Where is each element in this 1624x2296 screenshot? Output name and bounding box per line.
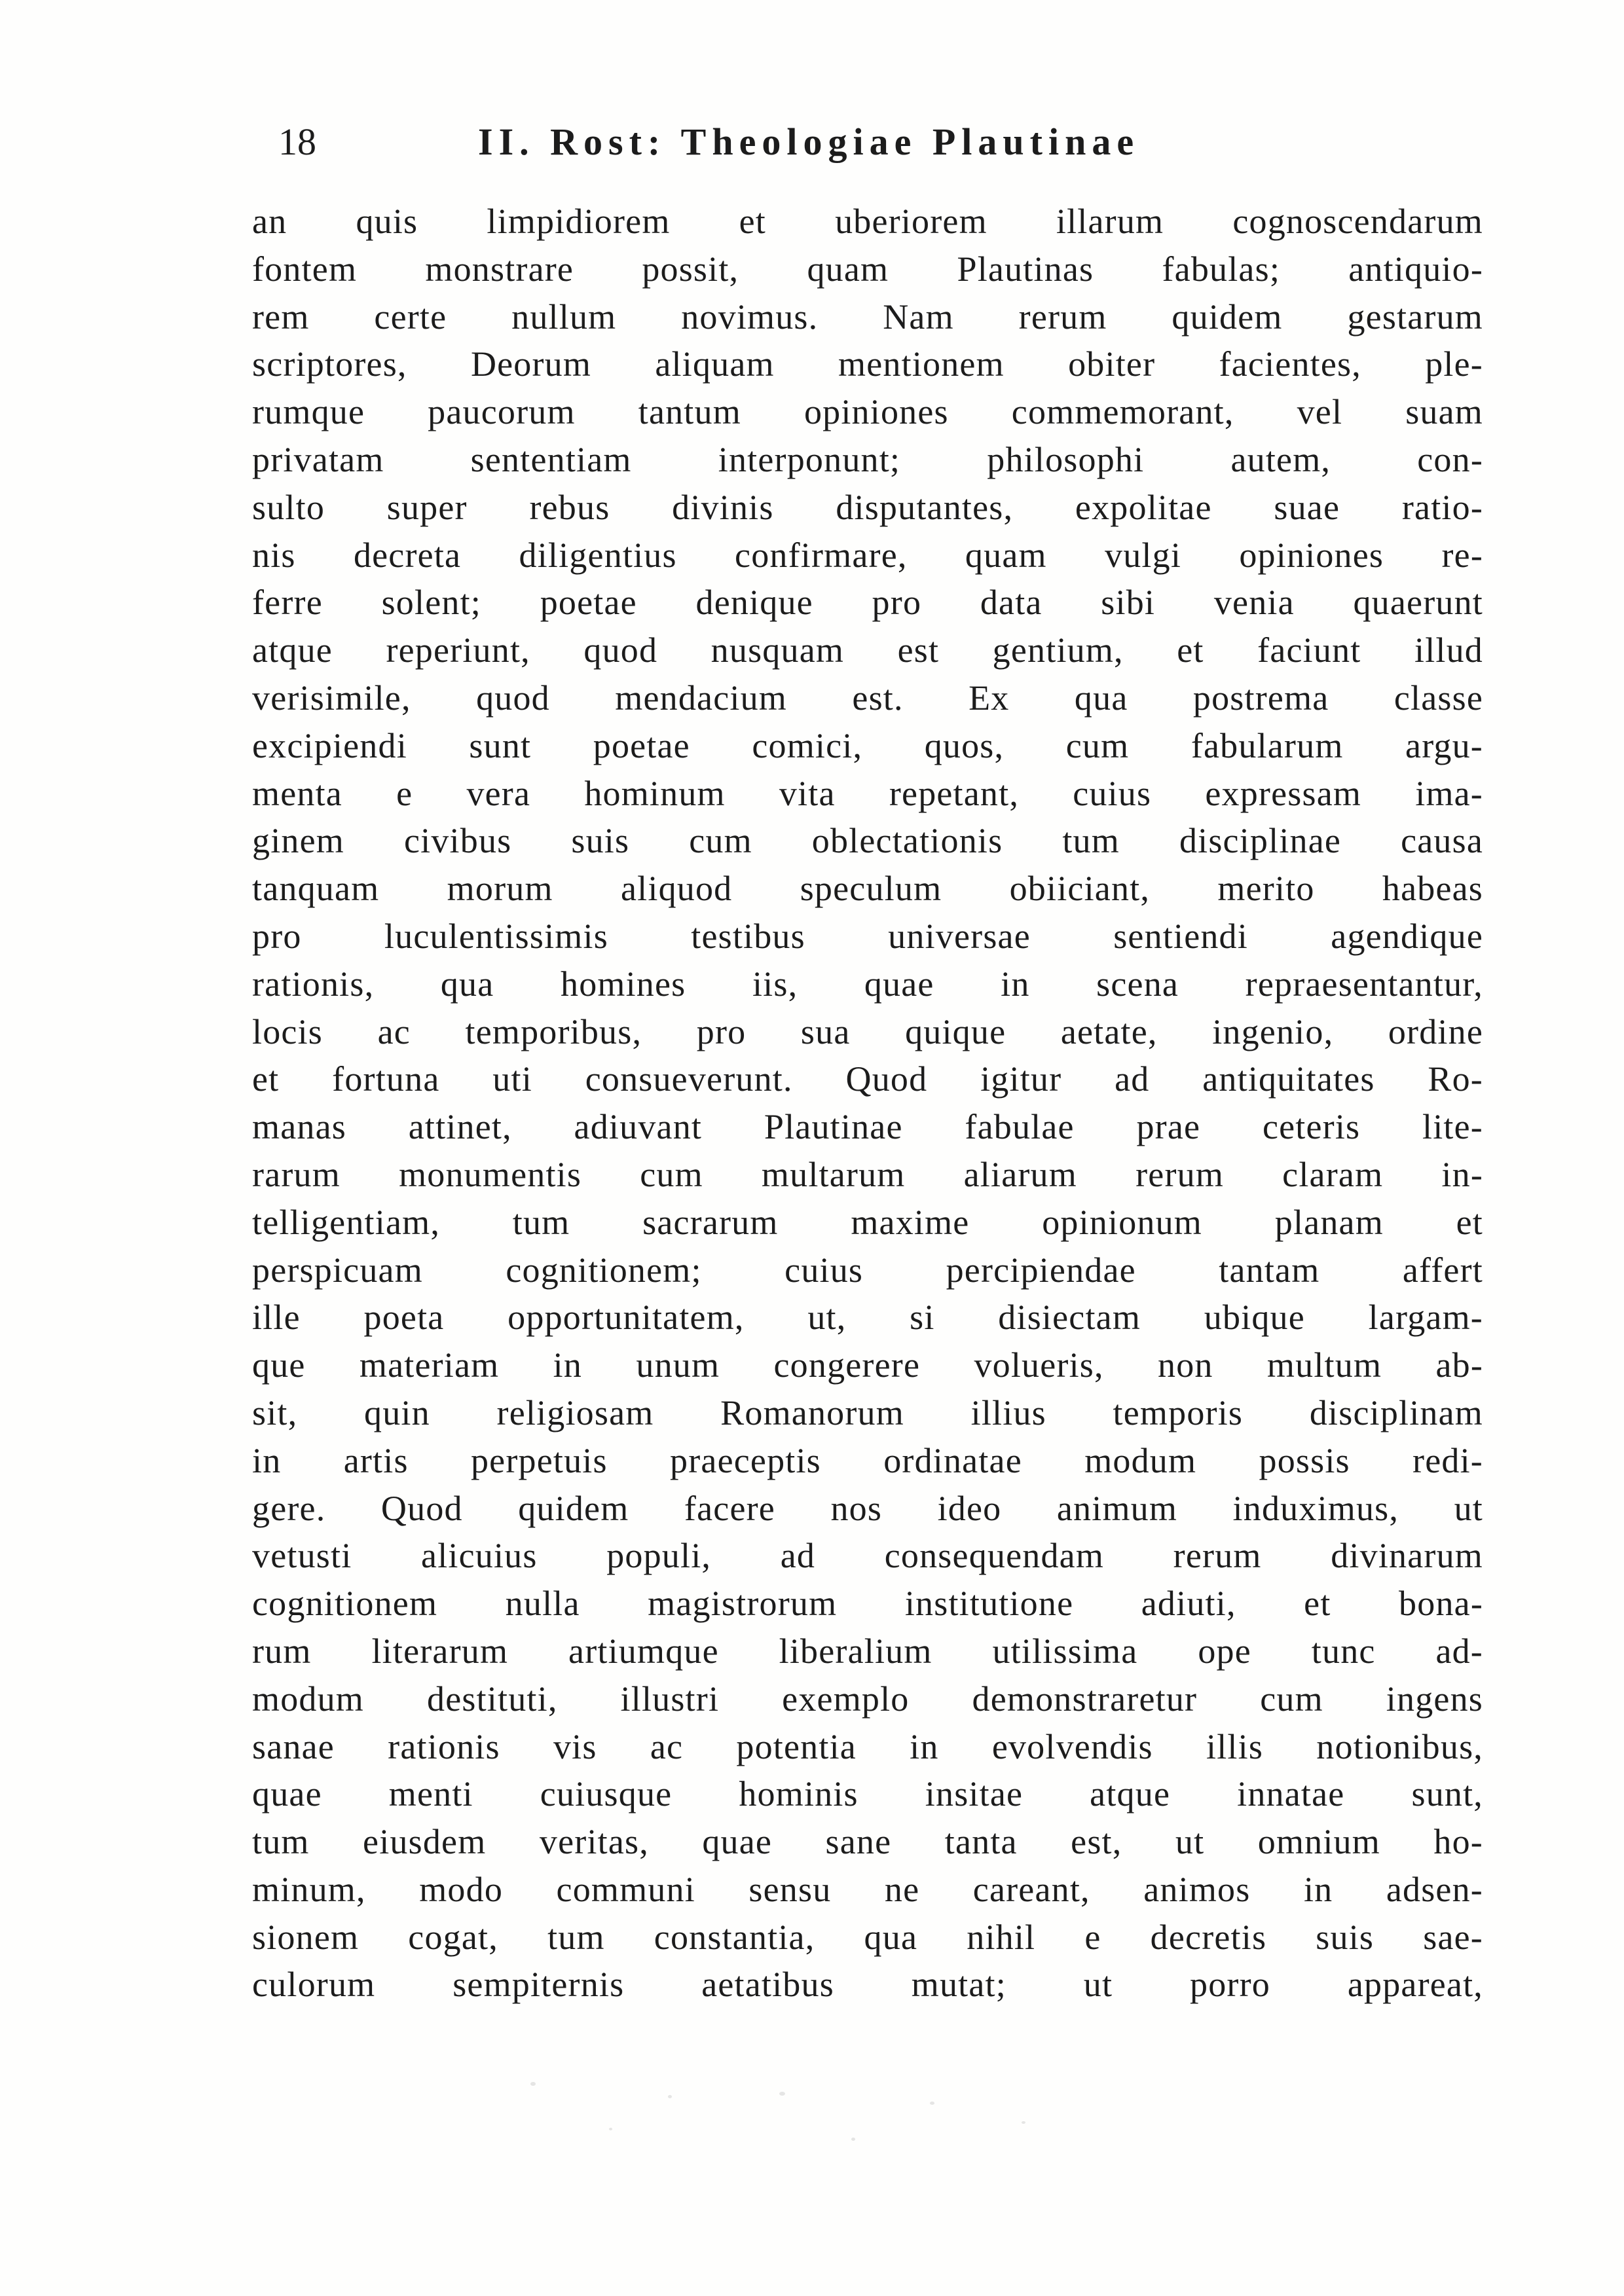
text-line: modum destituti, illustri exemplo demonstraretur cum ingens — [252, 1679, 1483, 1719]
text-line: locis ac temporibus, pro sua quique aetate, ingenio, ordine — [252, 1011, 1483, 1051]
text-line: tum eiusdem veritas, quae sane tanta est, ut omnium ho- — [252, 1822, 1483, 1862]
scan-speck — [668, 2095, 672, 2098]
text-line: quae menti cuiusque hominis insitae atque innatae sunt, — [252, 1774, 1483, 1814]
text-line: rum literarum artiumque liberalium utilissima ope tunc ad- — [252, 1631, 1483, 1671]
text-line: sit, quin religiosam Romanorum illius temporis disciplinam — [252, 1393, 1483, 1432]
text-line: tanquam morum aliquod speculum obiiciant, merito habeas — [252, 869, 1483, 909]
text-line: menta e vera hominum vita repetant, cuius expressam ima- — [252, 773, 1483, 813]
text-line: privatam sententiam interponunt; philosophi autem, con- — [252, 439, 1483, 479]
text-line: sanae rationis vis ac potentia in evolvendis illis notionibus, — [252, 1726, 1483, 1766]
scan-speck — [930, 2102, 934, 2105]
text-line: telligentiam, tum sacrarum maxime opinionum planam et — [252, 1202, 1483, 1242]
text-line: ginem civibus suis cum oblectationis tum disciplinae causa — [252, 821, 1483, 861]
text-line: minum, modo communi sensu ne careant, animos in adsen- — [252, 1869, 1483, 1909]
scan-speck — [609, 2128, 612, 2130]
scan-speck — [779, 2092, 785, 2096]
running-head: II. Rost: Theologiae Plautinae — [478, 120, 1140, 163]
text-line: scriptores, Deorum aliquam mentionem obiter facientes, ple- — [252, 344, 1483, 384]
text-line: rem certe nullum novimus. Nam rerum quidem gestarum — [252, 297, 1483, 337]
text-line: atque reperiunt, quod nusquam est gentium, et faciunt illud — [252, 630, 1483, 670]
text-line: rumque paucorum tantum opiniones commemorant, vel suam — [252, 392, 1483, 432]
text-line: sionem cogat, tum constantia, qua nihil e decretis suis sae- — [252, 1917, 1483, 1957]
scan-speck — [851, 2138, 855, 2141]
text-line: in artis perpetuis praeceptis ordinatae modum possis redi- — [252, 1440, 1483, 1480]
text-line: vetusti alicuius populi, ad consequendam rerum divinarum — [252, 1536, 1483, 1576]
body-text — [252, 198, 1483, 2009]
scan-speck — [530, 2082, 536, 2086]
text-line: perspicuam cognitionem; cuius percipiendae tantam affert — [252, 1250, 1483, 1290]
text-line: cognitionem nulla magistrorum institutione adiuti, et bona- — [252, 1584, 1483, 1624]
text-line: verisimile, quod mendacium est. Ex qua postrema classe — [252, 678, 1483, 718]
text-line: sulto super rebus divinis disputantes, expolitae suae ratio- — [252, 487, 1483, 527]
text-line: ferre solent; poetae denique pro data sibi venia quaerunt — [252, 583, 1483, 623]
text-line: que materiam in unum congerere volueris, non multum ab- — [252, 1345, 1483, 1385]
text-line: rationis, qua homines iis, quae in scena repraesentantur, — [252, 964, 1483, 1004]
text-line: pro luculentissimis testibus universae sentiendi agendique — [252, 916, 1483, 956]
text-line: ille poeta opportunitatem, ut, si disiectam ubique largam- — [252, 1298, 1483, 1338]
text-line: rarum monumentis cum multarum aliarum rerum claram in- — [252, 1154, 1483, 1194]
text-line: an quis limpidiorem et uberiorem illarum cognoscendarum — [252, 202, 1483, 241]
text-line: fontem monstrare possit, quam Plautinas fabulas; antiquio- — [252, 249, 1483, 289]
text-line: manas attinet, adiuvant Plautinae fabulae prae ceteris lite- — [252, 1107, 1483, 1147]
text-line: et fortuna uti consueverunt. Quod igitur ad antiquitates Ro- — [252, 1059, 1483, 1099]
text-line: excipiendi sunt poetae comici, quos, cum fabularum argu- — [252, 725, 1483, 765]
page-number: 18 — [278, 120, 316, 163]
page-header — [278, 113, 1326, 172]
text-line: nis decreta diligentius confirmare, quam vulgi opiniones re- — [252, 535, 1483, 575]
scan-speck — [1022, 2121, 1025, 2124]
text-line: gere. Quod quidem facere nos ideo animum induximus, ut — [252, 1488, 1483, 1528]
text-line: culorum sempiternis aetatibus mutat; ut porro appareat, — [252, 1965, 1483, 2005]
